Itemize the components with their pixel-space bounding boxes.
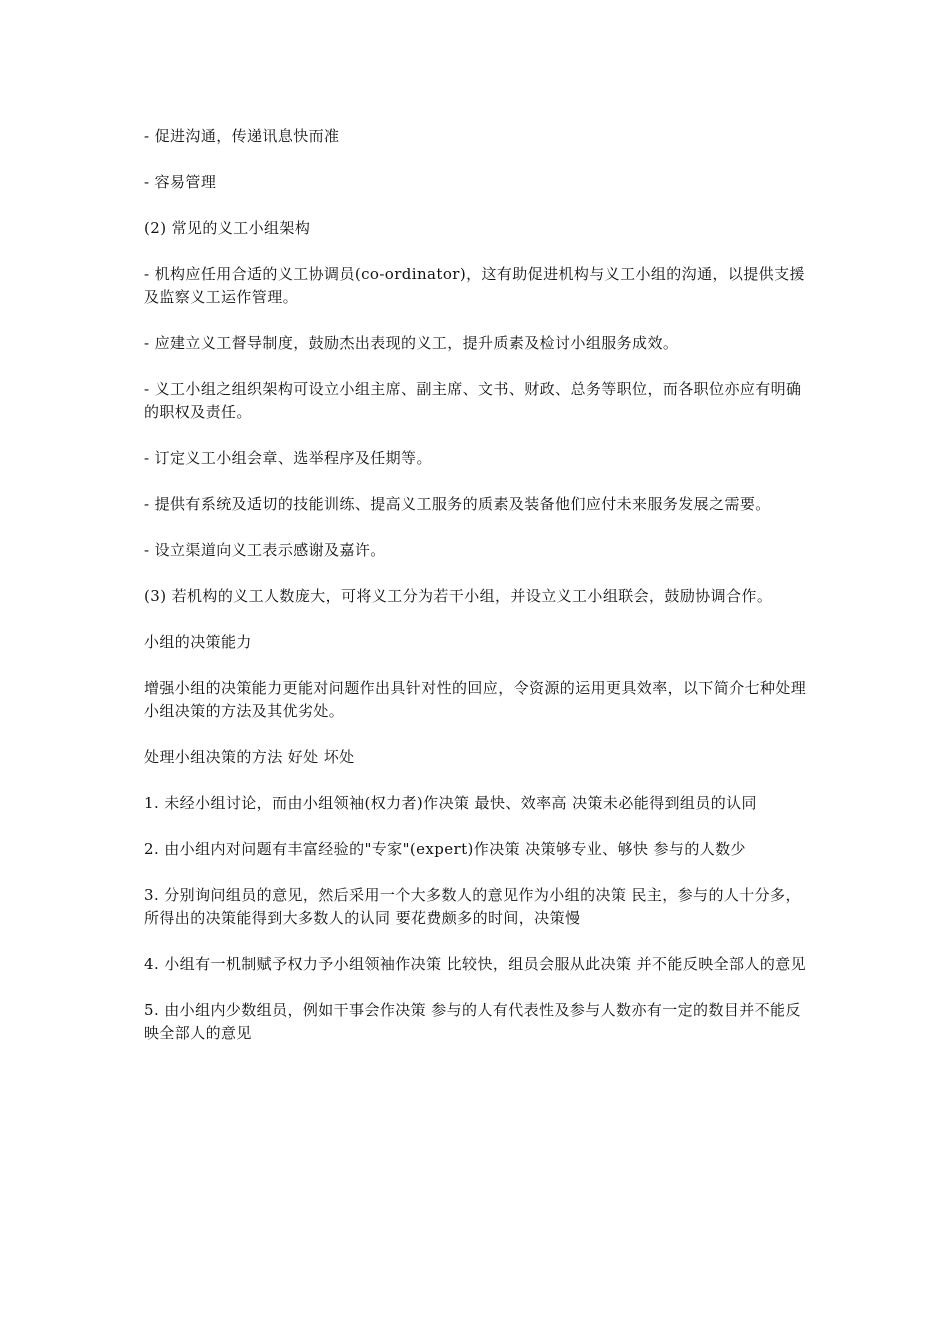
method-item-4: 4. 小组有一机制赋予权力予小组领袖作决策 比较快，组员会服从此决策 并不能反映全部人的意见: [144, 955, 807, 973]
method-item-3: 3. 分别询问组员的意见，然后采用一个大多数人的意见作为小组的决策 民主，参与的人十分多，所得出的决策能得到大多数人的认同 要花费颇多的时间，决策慢: [144, 886, 801, 927]
method-item-1: 1. 未经小组讨论，而由小组领袖(权力者)作决策 最快、效率高 决策未必能得到组员的认同: [144, 794, 757, 812]
paragraph-8: - 提供有系统及适切的技能训练、提高义工服务的质素及装备他们应付未来服务发展之需要。: [144, 495, 771, 513]
paragraph-1: - 促进沟通，传递讯息快而准: [144, 127, 340, 145]
paragraph-10: (3) 若机构的义工人数庞大，可将义工分为若干小组，并设立义工小组联会，鼓励协调合作。: [144, 587, 773, 605]
paragraph-5: - 应建立义工督导制度，鼓励杰出表现的义工，提升质素及检讨小组服务成效。: [144, 334, 679, 352]
paragraph-7: - 订定义工小组会章、选举程序及任期等。: [144, 449, 432, 467]
paragraph-12: 增强小组的决策能力更能对问题作出具针对性的回应，令资源的运用更具效率，以下简介七种处理小组决策的方法及其优劣处。: [144, 679, 807, 720]
paragraph-6: - 义工小组之组织架构可设立小组主席、副主席、文书、财政、总务等职位，而各职位亦应有明确的职权及责任。: [144, 380, 802, 421]
document-body: [144, 125, 814, 1068]
paragraph-2: - 容易管理: [144, 173, 217, 191]
method-table-header: 处理小组决策的方法 好处 坏处: [144, 748, 355, 766]
paragraph-9: - 设立渠道向义工表示感谢及嘉许。: [144, 541, 386, 559]
section-heading-decision: 小组的决策能力: [144, 633, 252, 651]
paragraph-4: - 机构应任用合适的义工协调员(co-ordinator)，这有助促进机构与义工小组的沟通，以提供支援及监察义工运作管理。: [144, 265, 805, 306]
section-heading-structure: (2) 常见的义工小组架构: [144, 219, 311, 237]
method-item-2: 2. 由小组内对问题有丰富经验的"专家"(expert)作决策 决策够专业、够快 参与的人数少: [144, 840, 746, 858]
method-item-5: 5. 由小组内少数组员，例如干事会作决策 参与的人有代表性及参与人数亦有一定的数目并不能反映全部人的意见: [144, 1001, 801, 1042]
